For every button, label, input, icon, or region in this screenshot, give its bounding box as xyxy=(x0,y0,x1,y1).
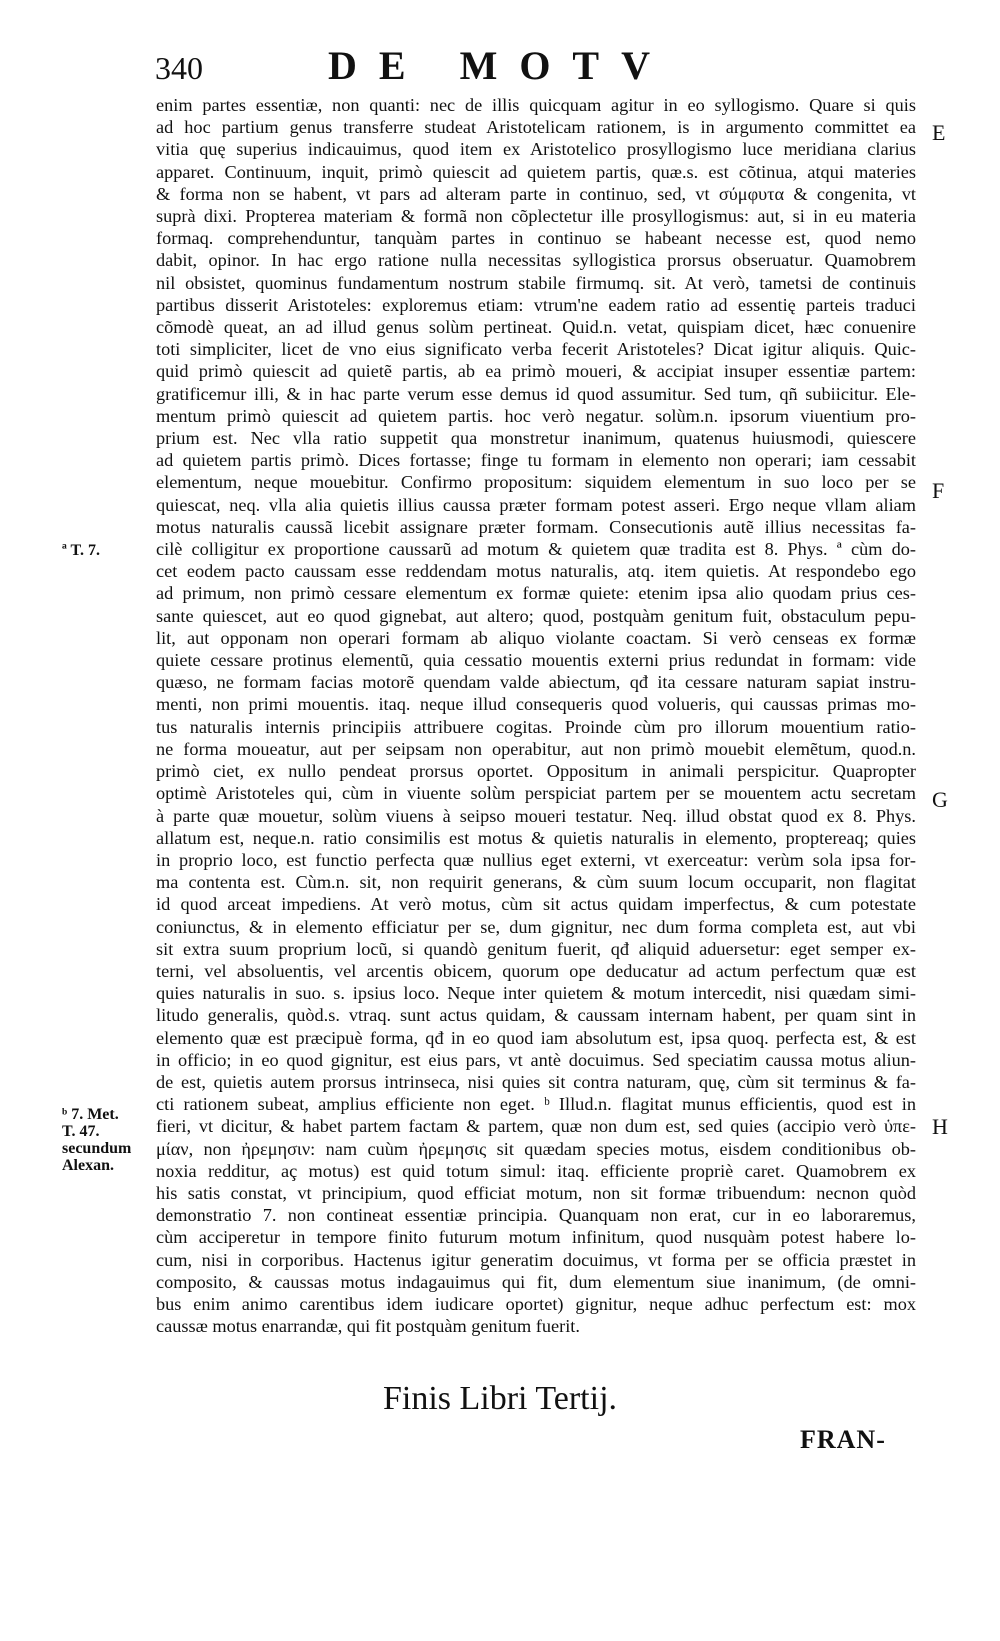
margin-note-b-line: secundum xyxy=(62,1140,132,1157)
text-line: vitia quę superius indicauimus, quod item ex Aristotelico prosyllogismo luce meridiana clarius xyxy=(156,139,916,160)
margin-note-b-line: T. 47. xyxy=(62,1123,100,1140)
text-line: tus naturalis internis principiis attribuere cogitas. Proinde cùm pro illorum mouentium ratio- xyxy=(156,716,916,737)
margin-letter-e: E xyxy=(932,120,946,145)
page-number: 340 xyxy=(155,50,203,86)
margin-note-b-line: ᵇ 7. Met. xyxy=(62,1106,119,1123)
text-line: in proprio loco, est functio perfecta quæ nullius eget externi, vt exerceatur: verùm sola ipsa for- xyxy=(156,849,916,870)
text-line: cùm acciperetur in tempore finito futurum motum infinitum, quod nusquàm potest habere lo- xyxy=(156,1227,916,1248)
text-line: de est, quietis autem prorsus intrinseca, nisi quies sit contra naturam, quę, cùm sit terminus & fa- xyxy=(156,1071,916,1092)
text-line: composito, & caussas motus indagauimus qui fit, dum elementum siue inanimum, (de omni- xyxy=(156,1271,916,1292)
text-line: quiescat, neq. vlla alia quietis illius caussa præter formam potest asseri. Ergo neque vllam aliam xyxy=(156,494,916,515)
text-line: cõmodè queat, an ad illud genus solùm pertineat. Quid.n. vetat, quispiam dicet, hæc conuenire xyxy=(156,317,916,338)
text-line: terni, vel absoluentis, vel arcentis obicem, quorum ope deducatur ad actum perfectum quæ est xyxy=(156,960,916,981)
text-line: demonstratio 7. non contineat essentiæ principia. Quanquam non erat, cur in eo laboraremus, xyxy=(156,1205,916,1226)
text-line: ad primum, non primò cessare elementum ex formæ quiete: etenim ipsa alio quodam prius ces- xyxy=(156,583,916,604)
text-line: elemento quæ est præcipuè forma, qđ in eo quod iam absolutum est, ipsa quoq. perfecta est, & est xyxy=(156,1027,916,1048)
text-line: allatum est, neque.n. ratio consimilis est motus & quietis naturalis in elemento, proptereaq; quies xyxy=(156,827,916,848)
page-header xyxy=(0,40,1000,90)
text-line: apparet. Continuum, inquit, primò quiescit ad quietem partis, quæ.s. est cõtinua, atqui materies xyxy=(156,161,916,182)
margin-note-b xyxy=(62,1106,131,1174)
text-line: quæso, ne formam facias motorẽ quendam valde abiectum, qđ ita cessare naturam sapiat instru- xyxy=(156,672,916,693)
margin-letter-h: H xyxy=(932,1114,948,1139)
text-line: sit extra suum proprium locũ, si quandò genitum fuerit, qđ aliquid aduersetur: eget semper ex- xyxy=(156,938,916,959)
text-line: primò ciet, ex nullo pendeat prorsus oportet. Oppositum in animali perspicitur. Quapropter xyxy=(156,761,916,782)
body-text xyxy=(156,94,916,1337)
text-line: bus enim animo carentibus idem iudicare oportet) gignitur, neque adhuc perfectum est: mox xyxy=(156,1293,916,1314)
text-line: quies naturalis in suo. s. ipsius loco. Neque inter quietem & motum intercedit, nisi quædam simi- xyxy=(156,983,916,1004)
text-line: suprà dixi. Propterea materiam & formã non cõplectetur ille prosyllogismus: aut, si in eu materia xyxy=(156,206,916,227)
text-line: litudo generalis, quòd.s. vtraq. sunt actus quidam, & caussam internam habent, per quam sint in xyxy=(156,1005,916,1026)
text-line: caussæ motus enarrandæ, qui fit postquàm genitum fuerit. xyxy=(156,1316,580,1337)
text-line: quid primò quiescit ad quietẽ partis, ab ea primò moueri, & accipiat insuper essentiæ partem: xyxy=(156,361,916,382)
text-line: cti rationem subeat, amplius efficiente non eget. ᵇ Illud.n. flagitat munus efficientis, quod est in xyxy=(156,1094,916,1115)
text-line: motus naturalis caussã licebit assignare præter formam. Consecutionis autẽ illius necessitas fa- xyxy=(156,516,916,537)
text-line: noxia redditur, aç motus) est quid totum simul: itaq. efficiente propriè caret. Quamobrem ex xyxy=(156,1160,916,1181)
text-line: quiete cessare protinus elementũ, quia cessatio mouentis externi prius redundat in formam: vide xyxy=(156,650,916,671)
running-title: DE MOTV xyxy=(328,43,672,88)
margin-letter-f: F xyxy=(932,478,945,503)
margin-note-b-line: Alexan. xyxy=(62,1157,114,1174)
text-line: prium est. Nec vlla ratio suppetit qua monstretur inanimum, quatenus huiusmodi, quiescere xyxy=(156,428,916,449)
text-line: cilè colligitur ex proportione caussarũ ad motum & quietem quæ tradita est 8. Phys. ª cùm do- xyxy=(156,539,916,560)
text-line: nil obsistet, quominus fundamentum nostrum stabile firmumq. sit. At verò, tametsi de continuis xyxy=(156,272,916,293)
text-line: coniunctus, & in elemento efficiatur per se, dum gignitur, nec dum forma completa est, aut vbi xyxy=(156,916,916,937)
text-line: & forma non se habent, vt pars ad alteram parte in continuo, sed, vt σύμφυτα & congenita, vt xyxy=(156,183,916,204)
text-line: menti, non primi mouentis. itaq. neque illud consequeris quod volueris, qui caussas primas mo- xyxy=(156,694,916,715)
text-line: ad quietem partis primò. Dices fortasse; finge tu formam in elemento non operari; iam cessabit xyxy=(156,450,916,471)
text-line: mentum primò quiescit ad quietem partis. hoc verò negatur. solùm.n. ipsorum viuentium pro- xyxy=(156,405,916,426)
text-line: toti simpliciter, licet de vno eius significato verba fecerit Aristoteles? Dicat igitur aliquis. Quic- xyxy=(156,339,916,360)
text-line: id quod arceat impediens. At verò motus, cùm sit actus quidam imperfectus, & cum potestate xyxy=(156,894,916,915)
text-line: cet eodem pacto caussam esse reddendam motus naturalis, atq. item quietis. At respondebo ego xyxy=(156,561,916,582)
text-line: ma contenta est. Cùm.n. sit, non requirit generans, & cùm suum locum occuparit, non flagitat xyxy=(156,872,916,893)
book-end-title: Finis Libri Tertij. xyxy=(382,1380,618,1417)
text-line: enim partes essentiæ, non quanti: nec de illis quicquam agitur in eo syllogismo. Quare si quis xyxy=(156,95,916,115)
text-line: formaq. comprehenduntur, tanquàm partes in continuo se habeant necesse est, quod nemo xyxy=(156,228,916,249)
text-line: ne forma moueatur, aut per seipsam non operabitur, aut non primò mouebit elemẽtum, quod.n. xyxy=(156,738,916,759)
text-line: in officio; in eo quod gignitur, est eius pars, vt antè docuimus. Sed speciatim caussa motus aliun- xyxy=(156,1049,916,1070)
text-line: μίαν, non ἠρεμησιν: nam cuùm ἠρεμησις sit quædam species motus, eisdem conditionibus ob- xyxy=(156,1138,916,1159)
text-line: cum, nisi in corporibus. Hactenus igitur generatim docuimus, vt forma per se officia præstet in xyxy=(156,1249,916,1270)
text-line: lit, aut opponam non operari formam ab aliquo violante coactam. Si verò censeas ex formæ xyxy=(156,627,916,648)
margin-note-a: ª T. 7. xyxy=(62,542,100,559)
margin-letter-g: G xyxy=(932,787,948,812)
text-line: gratificemur illi, & in hac parte verum esse demus id quod assumitur. Sed tum, qñ subiicitur. Ele- xyxy=(156,383,916,404)
text-line: his satis constat, vt principium, quod efficiat motum, non sit formæ tribuendum: necnon quòd xyxy=(156,1182,916,1203)
text-line: ad hoc partium genus transferre studeat Aristotelicam rationem, is in argumento committet ea xyxy=(156,117,916,138)
text-line: fieri, vt dicitur, & habet partem factam & partem, quæ non dum est, sed quies (accipio verò ὑπε- xyxy=(156,1116,916,1137)
catchword: FRAN- xyxy=(800,1425,886,1454)
text-line: optimè Aristoteles qui, cùm in viuente solùm perspiciat partem per se mouentem actu secretam xyxy=(156,783,916,804)
text-line: partibus disserit Aristoteles: exploremus etiam: vtrum'ne eadem ratio ad essentię parteis traduci xyxy=(156,294,916,315)
text-line: elementum, neque mouebitur. Confirmo propositum: siquidem elementum in suo loco per se xyxy=(156,472,916,493)
text-line: à parte quæ mouetur, solùm viuens à seipso moueri testatur. Neq. illud obstat quod ex 8. Phys. xyxy=(156,805,916,826)
text-line: dabit, opinor. In hac ergo ratione nulla necessitas syllogistica prorsus obseruatur. Quamobrem xyxy=(156,250,916,271)
text-line: sante quiescet, aut eo quod gignebat, aut altero; quod, postquàm genitum fuit, obstaculum pepu- xyxy=(156,605,916,626)
